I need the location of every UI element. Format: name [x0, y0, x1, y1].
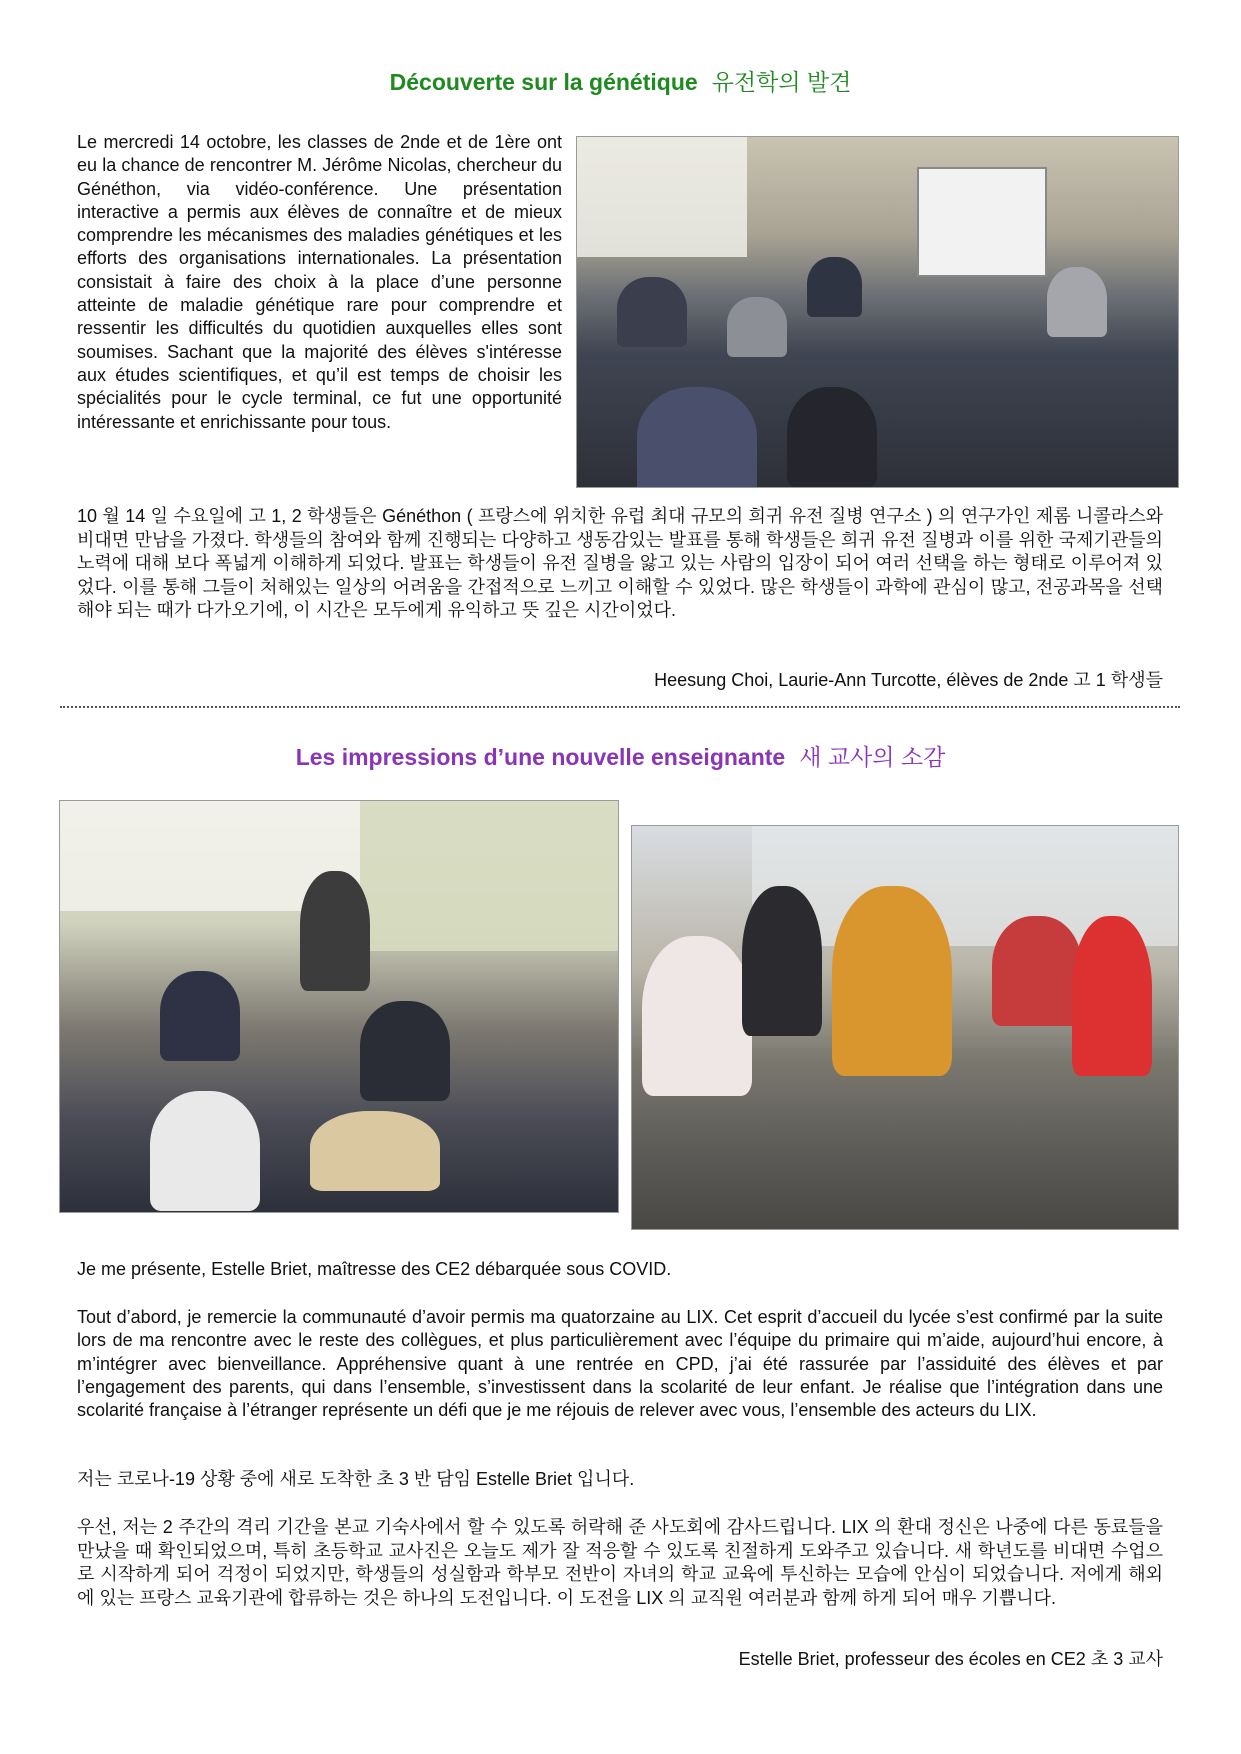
- photo-primary-classroom: [59, 800, 619, 1213]
- article-1-body-ko: 10 월 14 일 수요일에 고 1, 2 학생들은 Généthon ( 프랑스에 위치한 유럽 최대 규모의 희귀 유전 질병 연구소 ) 의 연구가인 제롬 니콜라스와 비대면 만남을 가졌다. 학생들의 참여와 함께 진행되는 다양하고 생동감있는 발표를 통해 학생들은 희귀 유전 질병과 이를 위한 국제기관들의 노력에 대해 보다 폭넓게 이해하게 되었다. 발표는 학생들이 유전 질병을 앓고 있는 사람의 입장이 되어 여러 선택을 하는 형태로 이루어져 있었다. 이를 통해 그들이 처해있는 일상의 어려움을 간접적으로 느끼고 이해할 수 있었다. 많은 학생들이 과학에 관심이 많고, 전공과목을 선택해야 되는 때가 다가오기에, 이 시간은 모두에게 유익하고 뜻 깊은 시간이었다.: [77, 506, 1163, 621]
- photo-classroom-videoconference: [576, 136, 1179, 488]
- article-1-signature: Heesung Choi, Laurie-Ann Turcotte, élèves de 2nde 고 1 학생들: [654, 670, 1163, 690]
- article-1-title-fr: Découverte sur la génétique: [389, 69, 698, 95]
- projection-screen: [917, 167, 1047, 277]
- article-2-body-ko: 우선, 저는 2 주간의 격리 기간을 본교 기숙사에서 할 수 있도록 허락해 준 사도회에 감사드립니다. LIX 의 환대 정신은 나중에 다른 동료들을 만났을 때 확인되었으며, 특히 초등학교 교사진은 오늘도 제가 잘 적응할 수 있도록 친절하게 도와주고 있습니다. 새 학년도를 비대면 수업으로 시작하게 되어 걱정이 되었지만, 학생들의 성실함과 학부모 전반이 자녀의 학교 교육에 투신하는 모습에 안심이 되었습니다. 저에게 해외에 있는 프랑스 교육기관에 합류하는 것은 하나의 도전입니다. 이 도전을 LIX 의 교직원 여러분과 함께 하게 되어 매우 기쁩니다.: [77, 1517, 1163, 1608]
- section-divider: [60, 706, 1180, 708]
- article-2-title: [0, 743, 1241, 771]
- article-1-title-ko: 유전학의 발견: [711, 69, 852, 95]
- article-1-body-fr: Le mercredi 14 octobre, les classes de 2nde et de 1ère ont eu la chance de rencontrer M. Jérôme Nicolas, chercheur du Généthon, via vidéo-conférence. Une présentation interactive a permis aux élèves de connaître et de mieux comprendre les mécanismes des maladies génétiques et les efforts des organisations internationales. La présentation consistait à faire des choix à la place d’une personne atteinte de maladie génétique rare pour comprendre et ressentir les difficultés du quotidien auxquelles elles sont soumises. Sachant que la majorité des élèves s'intéresse aux études scientifiques, et qu’il est temps de choisir les spécialités pour le cycle terminal, ce fut une opportunité intéressante et enrichissante pour tous.: [77, 132, 562, 432]
- photo-playground-game: [631, 825, 1179, 1230]
- article-2-intro-ko: 저는 코로나-19 상황 중에 새로 도착한 초 3 반 담임 Estelle Briet 입니다.: [77, 1469, 635, 1489]
- article-2-signature: Estelle Briet, professeur des écoles en CE2 초 3 교사: [738, 1649, 1163, 1669]
- article-2-body-fr: Tout d’abord, je remercie la communauté d’avoir permis ma quatorzaine au LIX. Cet esprit d’accueil du lycée s’est confirmé par la suite lors de ma rencontre avec le reste des collègues, et plus particulièrement avec l’équipe du primaire qui m’aide, aujourd’hui encore, à m’intégrer avec bienveillance. Appréhensive quant à une rentrée en CPD, j’ai été rassurée par l’assiduité des élèves et par l’engagement des parents, qui dans l’ensemble, s’investissent dans la scolarité de leur enfant. Je réalise que l’intégration dans une scolarité française à l’étranger représente un défi que je me réjouis de relever avec vous, l’ensemble des acteurs du LIX.: [77, 1307, 1163, 1421]
- article-2-title-fr: Les impressions d’une nouvelle enseignante: [295, 744, 786, 770]
- article-1-title: [0, 68, 1241, 96]
- article-2-intro-fr: Je me présente, Estelle Briet, maîtresse des CE2 débarquée sous COVID.: [77, 1259, 672, 1279]
- article-2-title-ko: 새 교사의 소감: [799, 744, 946, 770]
